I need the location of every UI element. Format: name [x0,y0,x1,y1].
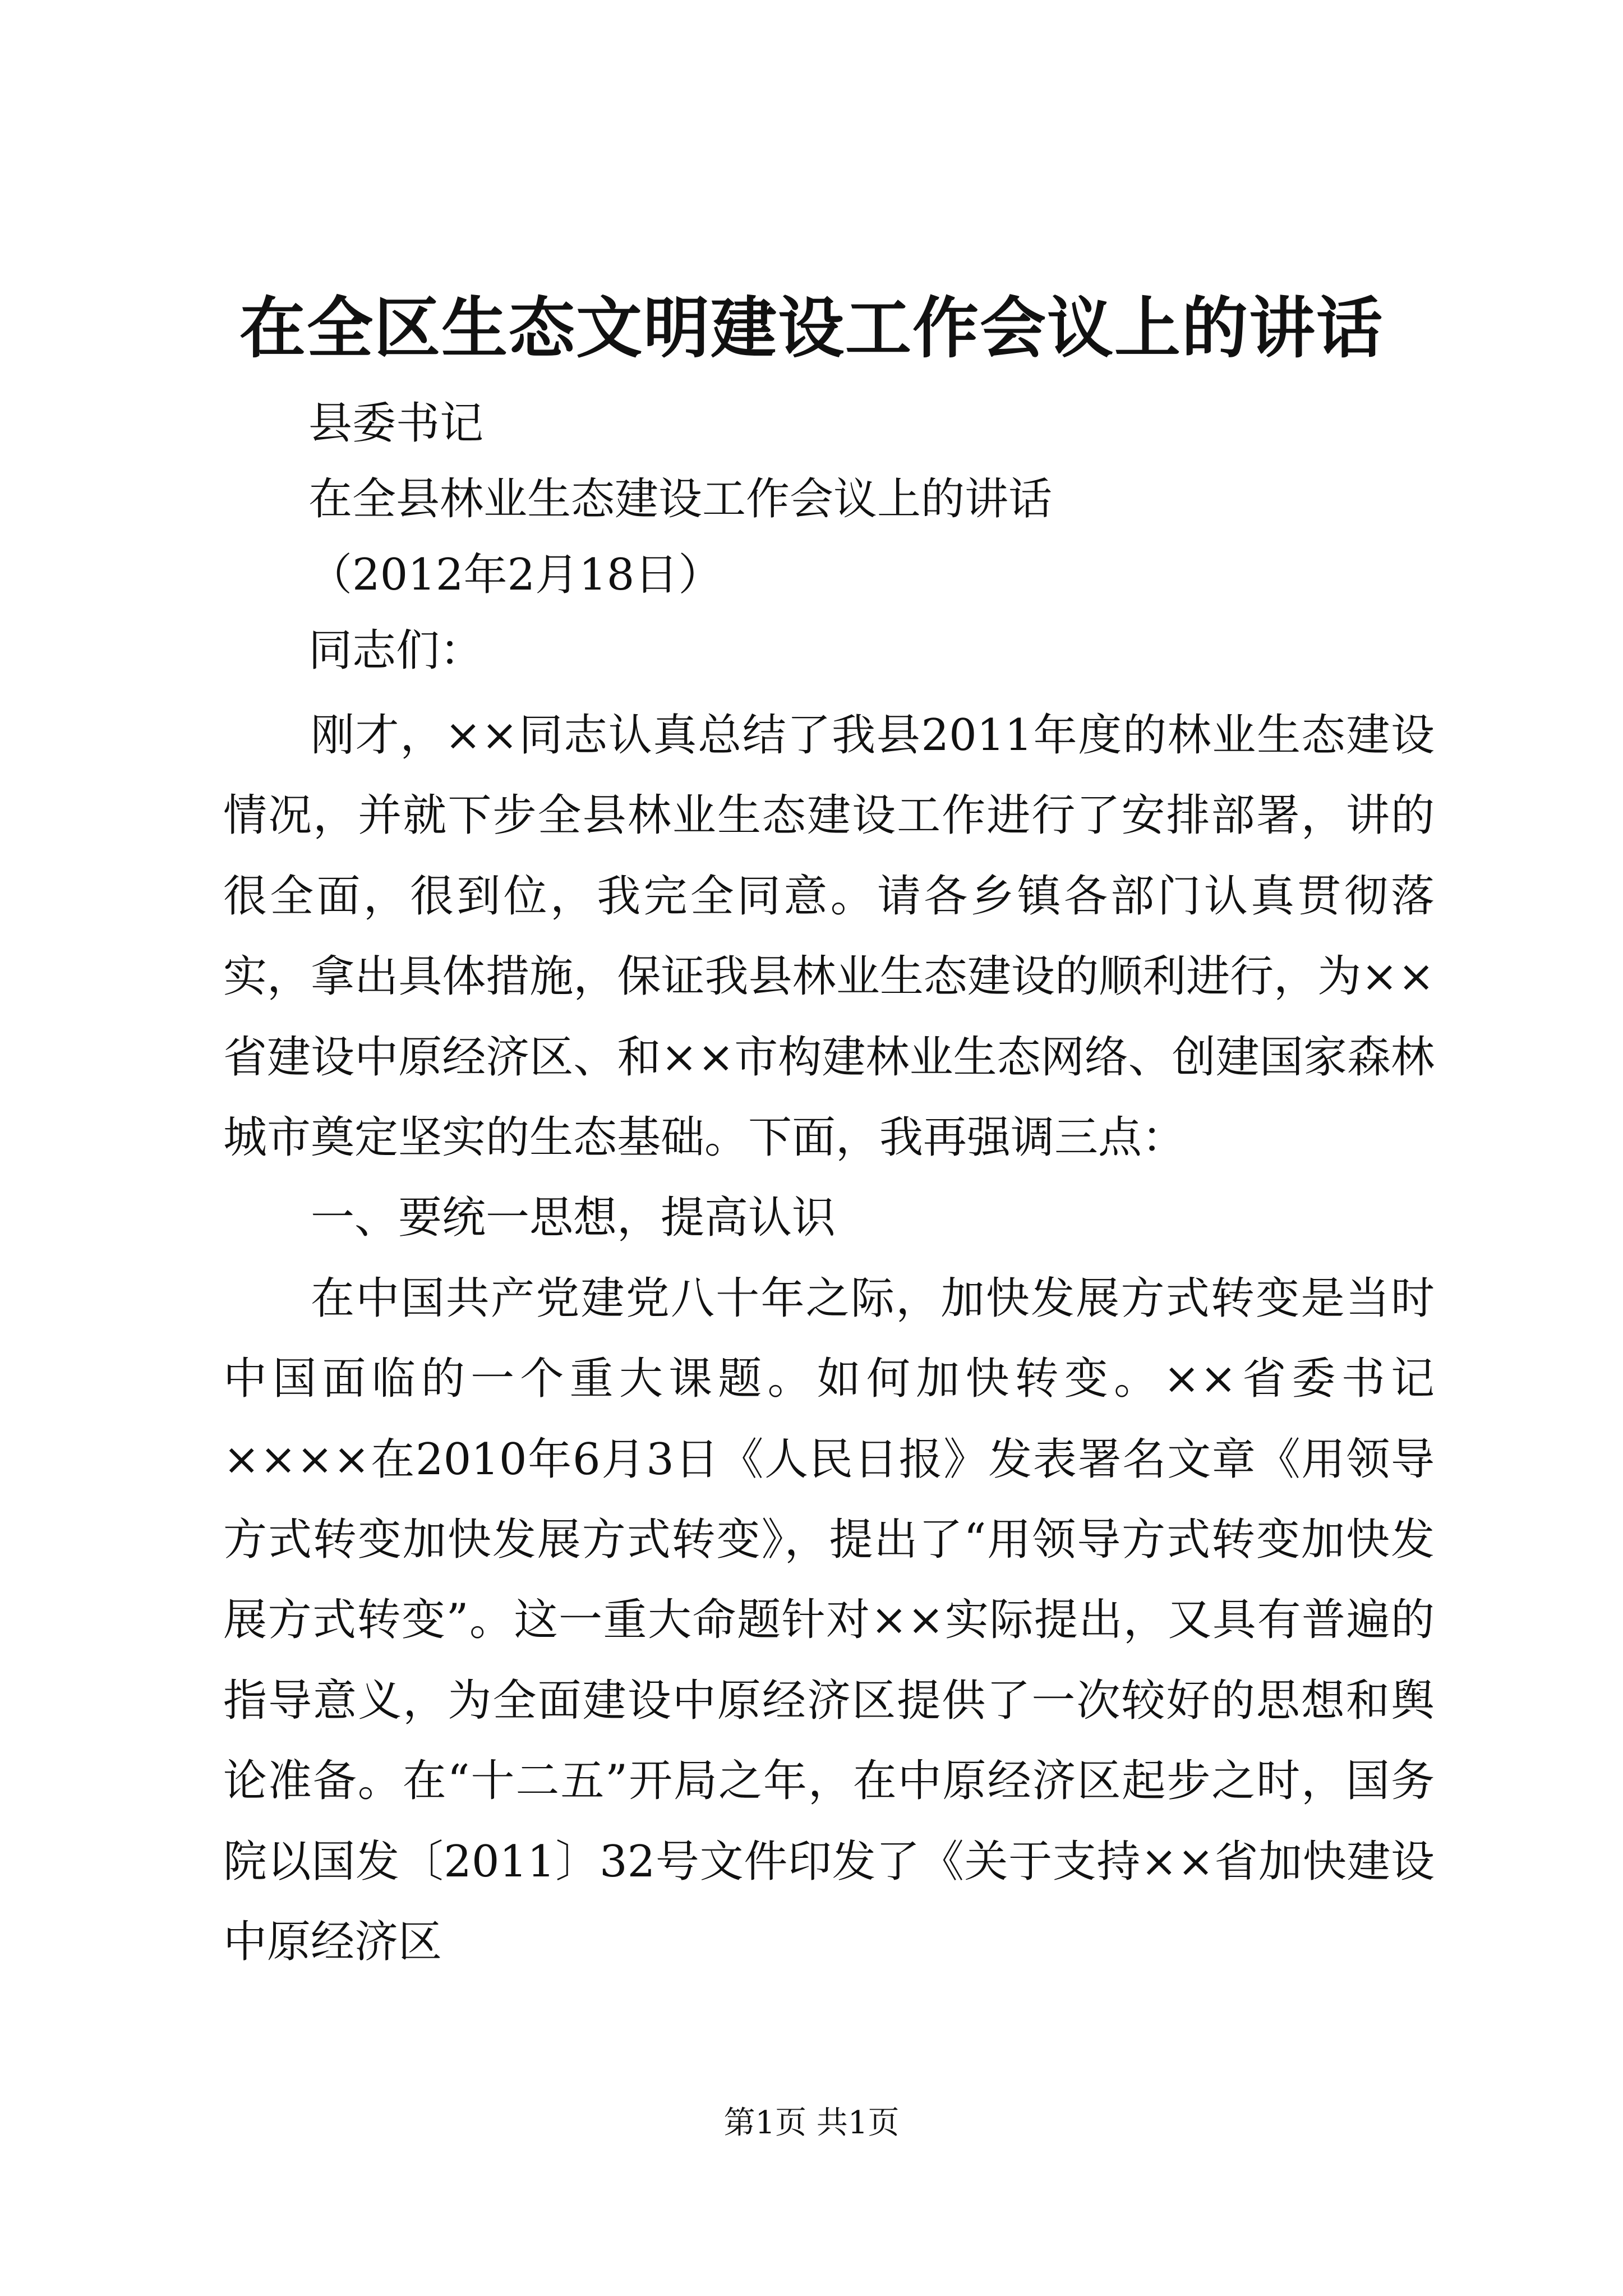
salutation: 同志们： [308,625,484,676]
speech-subtitle: 在全县林业生态建设工作会议上的讲话 [308,474,1053,524]
section-heading: 一、要统一思想，提高认识 [311,1193,836,1244]
paragraph: 刚才，××同志认真总结了我县2011年度的林业生态建设情况，并就下步全县林业生态建设工作进行了安排部署，讲的很全面，很到位，我完全同意。请各乡镇各部门认真贯彻落实，拿出具体措施，保证我县林业生态建设的顺利进行，为××省建设中原经济区、和××市构建林业生态网络、创建国家森林城市奠定坚实的生态基础。下面，我再强调三点： [223,710,1435,1163]
author-line: 县委书记 [308,398,484,449]
page-footer: 第1页 共1页 [723,2105,900,2141]
speech-date: （2012年2月18日） [308,550,722,600]
document-body [223,696,1435,1983]
paragraph: 在中国共产党建党八十年之际，加快发展方式转变是当时中国面临的一个重大课题。如何加快转变。××省委书记××××在2010年6月3日《人民日报》发表署名文章《用领导方式转变加快发展方式转变》，提出了“用领导方式转变加快发展方式转变”。这一重大命题针对××实际提出，又具有普遍的指导意义，为全面建设中原经济区提供了一次较好的思想和舆论准备。在“十二五”开局之年，在中原经济区起步之时，国务院以国发〔2011〕32号文件印发了《关于支持××省加快建设中原经济区 [223,1273,1435,1968]
document-title: 在全区生态文明建设工作会议上的讲话 [239,289,1384,367]
